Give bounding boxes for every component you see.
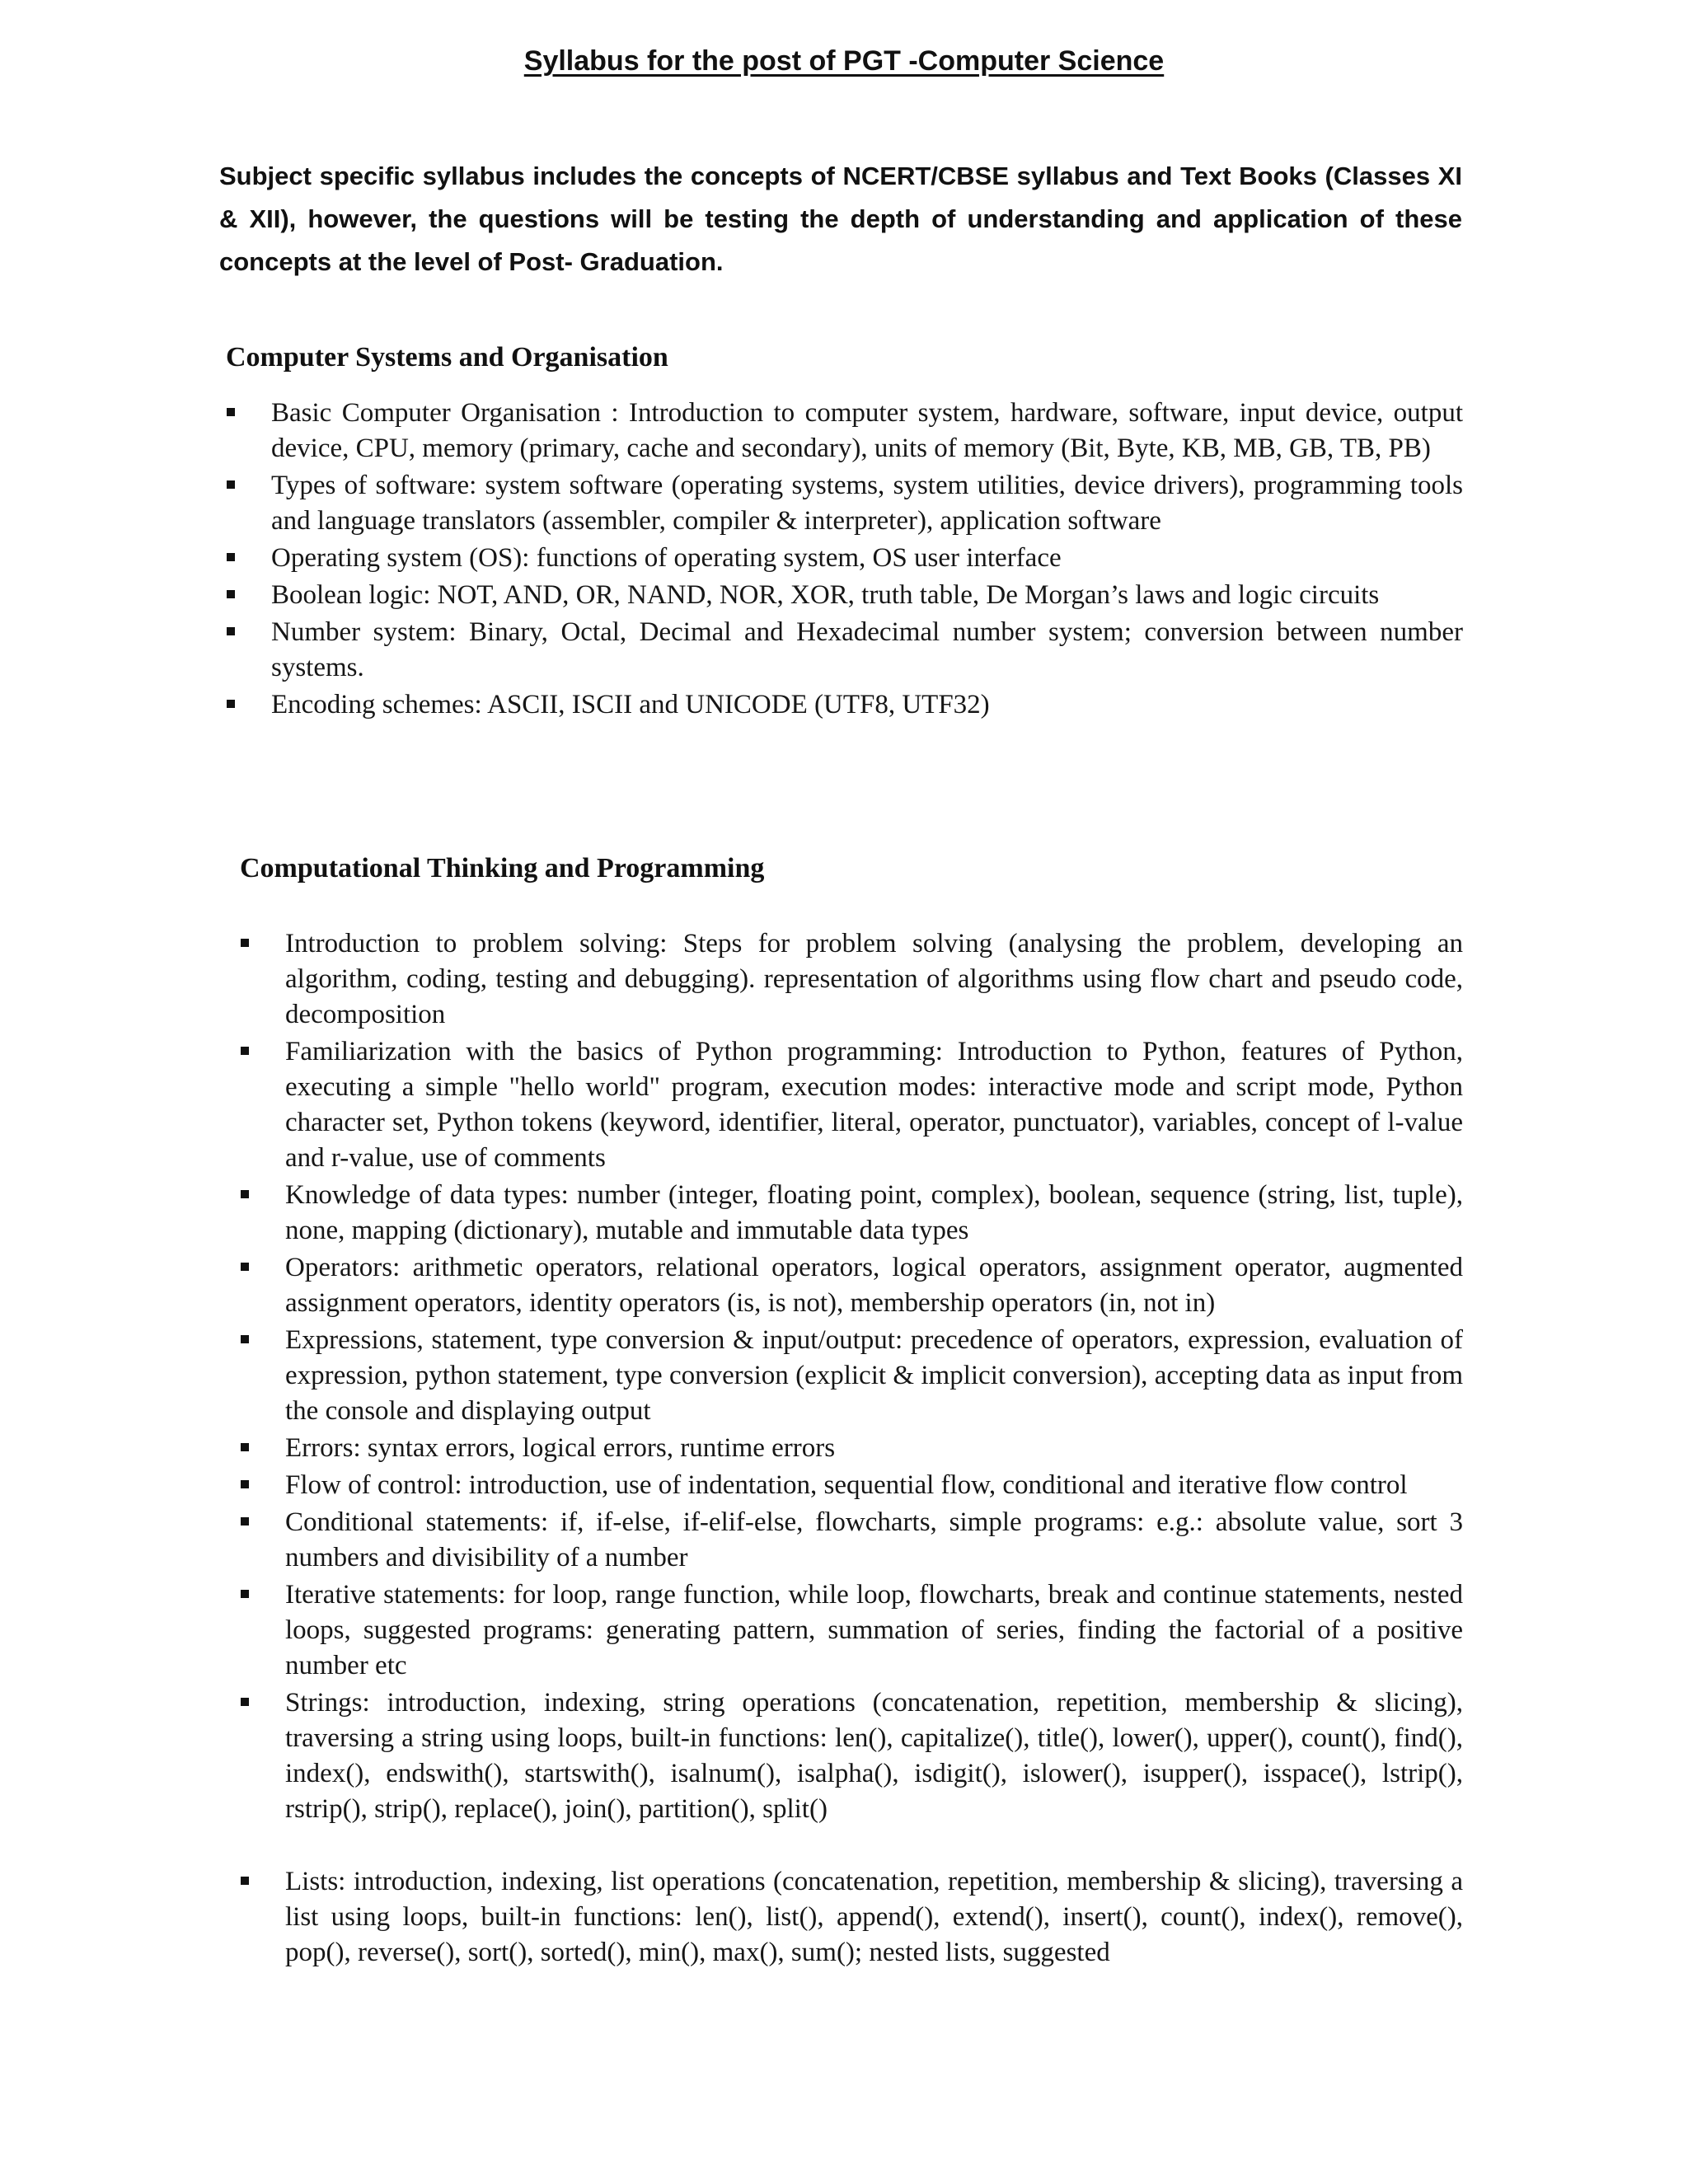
section-heading-computer-systems: Computer Systems and Organisation [226, 342, 668, 373]
list-gap [285, 1829, 1463, 1864]
list-item: Introduction to problem solving: Steps for problem solving (analysing the problem, developing an algorithm, coding, testing and debugging). representation of algorithms using flow chart and pseudo code, decomposition [285, 926, 1463, 1033]
list-item: Lists: introduction, indexing, list operations (concatenation, repetition, membership & slicing), traversing a list using loops, built-in functions: len(), list(), append(), extend(), insert(), count(), index(), remove(), pop(), reverse(), sort(), sorted(), min(), max(), sum(); nested lists, suggested [285, 1864, 1463, 1971]
list-item: Conditional statements: if, if-else, if-elif-else, flowcharts, simple programs: e.g.: absolute value, sort 3 numbers and divisibility of a number [285, 1505, 1463, 1576]
list-item: Operating system (OS): functions of operating system, OS user interface [271, 541, 1463, 576]
intro-paragraph: Subject specific syllabus includes the concepts of NCERT/CBSE syllabus and Text Books (Classes XI & XII), however, the questions will be testing the depth of understanding and application of these concepts at the level of Post- Graduation. [219, 162, 1462, 276]
list-item: Basic Computer Organisation : Introduction to computer system, hardware, software, input device, output device, CPU, memory (primary, cache and secondary), units of memory (Bit, Byte, KB, MB, GB, TB, PB) [271, 396, 1463, 466]
list-item: Encoding schemes: ASCII, ISCII and UNICODE (UTF8, UTF32) [271, 687, 1463, 723]
list-item: Iterative statements: for loop, range function, while loop, flowcharts, break and continue statements, nested loops, suggested programs: generating pattern, summation of series, finding the factorial of a positive number etc [285, 1577, 1463, 1684]
list-item: Knowledge of data types: number (integer, floating point, complex), boolean, sequence (string, list, tuple), none, mapping (dictionary), mutable and immutable data types [285, 1178, 1463, 1249]
list-item: Boolean logic: NOT, AND, OR, NAND, NOR, XOR, truth table, De Morgan’s laws and logic circuits [271, 578, 1463, 613]
page-title: Syllabus for the post of PGT -Computer Science [523, 45, 1165, 77]
list-item: Flow of control: introduction, use of indentation, sequential flow, conditional and iterative flow control [285, 1468, 1463, 1503]
list-item: Number system: Binary, Octal, Decimal and Hexadecimal number system; conversion between number systems. [271, 615, 1463, 686]
computational-thinking-list [285, 926, 1463, 1972]
list-item: Errors: syntax errors, logical errors, runtime errors [285, 1431, 1463, 1466]
section-heading-computational-thinking: Computational Thinking and Programming [240, 853, 765, 883]
list-item: Types of software: system software (operating systems, system utilities, device drivers), programming tools and language translators (assembler, compiler & interpreter), application software [271, 468, 1463, 539]
list-item: Familiarization with the basics of Python programming: Introduction to Python, features of Python, executing a simple "hello world" program, execution modes: interactive mode and script mode, Python character set, Python tokens (keyword, identifier, literal, operator, punctuator), variables, concept of l-value and r-value, use of comments [285, 1034, 1463, 1176]
computer-systems-list [271, 396, 1463, 724]
list-item: Expressions, statement, type conversion & input/output: precedence of operators, expression, evaluation of expression, python statement, type conversion (explicit & implicit conversion), accepting data as input from the console and displaying output [285, 1323, 1463, 1429]
list-item: Operators: arithmetic operators, relational operators, logical operators, assignment operator, augmented assignment operators, identity operators (is, is not), membership operators (in, not in) [285, 1250, 1463, 1321]
list-item: Strings: introduction, indexing, string operations (concatenation, repetition, membership & slicing), traversing a string using loops, built-in functions: len(), capitalize(), title(), lower(), upper(), count(), find(), index(), endswith(), startswith(), isalnum(), isalpha(), isdigit(), islower(), isupper(), isspace(), lstrip(), rstrip(), strip(), replace(), join(), partition(), split() [285, 1685, 1463, 1827]
